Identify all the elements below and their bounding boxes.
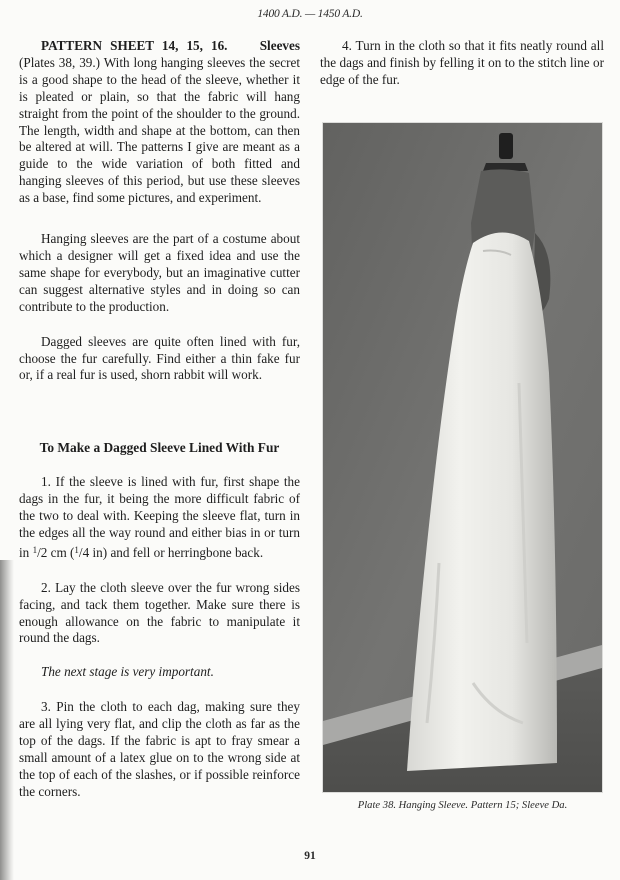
hanging-sleeve-illustration <box>323 123 602 792</box>
left-text-column <box>19 38 300 801</box>
dagged-sleeves-paragraph: Dagged sleeves are quite often lined with fur, choose the fur carefully. Find either a thin fake fur or, if a real fur is used, shorn rabbit will work. <box>19 333 300 383</box>
step-1-paragraph <box>19 474 300 562</box>
step-2-paragraph: 2. Lay the cloth sleeve over the fur wrong sides facing, and tack them together. Make sure there is enough allowance on the fabric to manipulate it round the dags. <box>19 579 300 646</box>
section-subheading: To Make a Dagged Sleeve Lined With Fur <box>39 440 280 456</box>
fraction-cm: /2 cm ( <box>37 544 75 560</box>
step-4-paragraph: 4. Turn in the cloth so that it fits neatly round all the dags and finish by felling it on to the stitch line or edge of the fur. <box>320 38 604 87</box>
plate-38-photo <box>323 123 602 792</box>
pattern-sheet-paragraph <box>19 38 300 207</box>
important-note: The next stage is very important. <box>41 664 214 680</box>
book-gutter-shadow <box>0 560 14 880</box>
fraction-numerator-in: 1 <box>74 544 79 555</box>
stand-finial <box>499 133 513 159</box>
page-number: 91 <box>304 850 316 862</box>
fraction-numerator-cm: 1 <box>32 544 38 555</box>
right-text-column <box>320 38 604 89</box>
pattern-sheet-heading: PATTERN SHEET 14, 15, 16. <box>41 38 228 53</box>
running-head: 1400 A.D. — 1450 A.D. <box>257 8 363 20</box>
pattern-sheet-topic: Sleeves <box>259 38 301 53</box>
pattern-sheet-body: (Plates 38, 39.) With long hanging sleeves the secret is a good shape to the head of the sleeve, whether it is pleated or plain, so that the fabric will hang straight from the point of the shoulder to the ground. The length, width and shape at the bottom, can then be altered at will. The patterns I give are meant as a guide to the wide variation of both fitted and hanging sleeves of this period, but use these sleeves as a base, find some pictures, and experiment. <box>19 54 300 206</box>
figure-caption: Plate 38. Hanging Sleeve. Pattern 15; Sleeve Da. <box>357 800 568 811</box>
hanging-sleeves-paragraph: Hanging sleeves are the part of a costume about which a designer will get a fixed idea and use the same shape for everybody, but an imaginative cutter can suggest alternative styles and in doing so can contribute to the production. <box>19 231 300 314</box>
fraction-in: /4 in) <box>78 544 108 560</box>
step-1-text-end: and fell or herringbone back. <box>107 544 264 560</box>
step-1-text: 1. If the sleeve is lined with fur, first shape the dags in the fur, it being the more difficult fabric of the two to deal with. Keeping the sleeve flat, turn in the edges all the way round and either bias in or turn in <box>19 474 300 560</box>
step-3-paragraph: 3. Pin the cloth to each dag, making sure they are all lying very flat, and clip the cloth as far as the top of the dags. If the fabric is apt to fray smear a small amount of a latex glue on to the wrong side at the top of each of the slashes, or if possible reinforce the corners. <box>19 699 300 799</box>
